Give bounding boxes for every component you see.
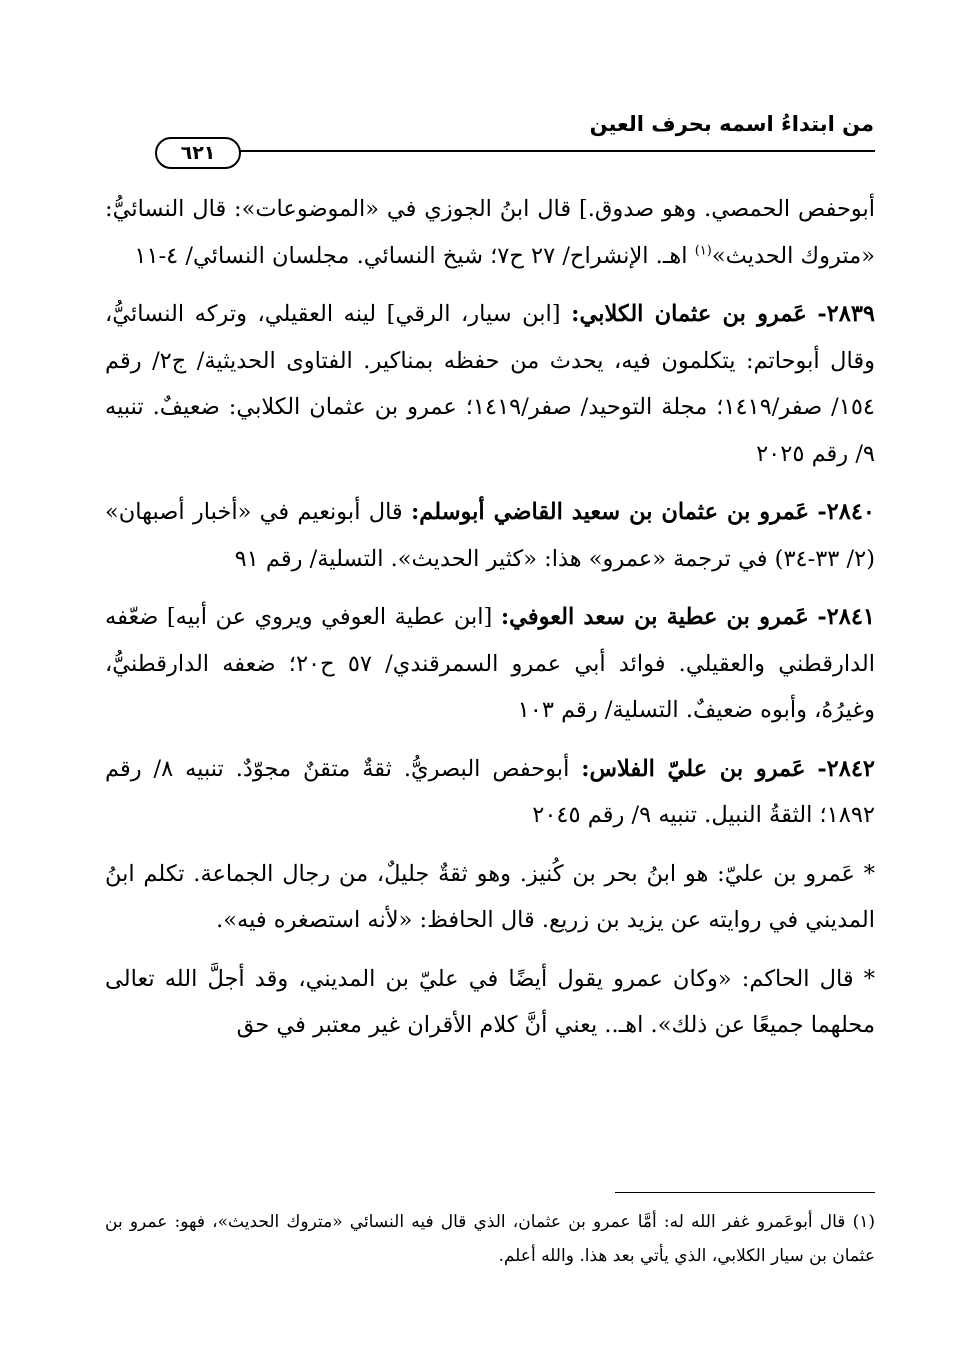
entry-number: ٢٨٤٢- bbox=[817, 755, 876, 782]
paragraph-text-tail: اهـ. الإنشراح/ ٢٧ ح٧؛ شيخ النسائي. مجلسان النسائي/ ٤-١١ bbox=[134, 242, 695, 269]
footnote-reference: (١) bbox=[694, 243, 712, 258]
footnote-text: قال أبوعَمرو غفر الله له: أمَّا عمرو بن عثمان، الذي قال فيه النسائي «متروك الحديث»، فهو: عمرو بن عثمان بن سيار الكلابي، الذي يأتي بعد هذا. والله أعلم. bbox=[105, 1212, 875, 1266]
note-paragraph: * قال الحاكم: «وكان عمرو يقول أيضًا في عليّ بن المديني، وقد أجلَّ الله تعالى محلهما جميعًا عن ذلك». اهـ.. يعني أنَّ كلام الأقران غير معتبر في حق bbox=[105, 965, 875, 1038]
page-number-badge: ٦٢١ bbox=[155, 137, 241, 169]
header-rule bbox=[235, 150, 875, 152]
footnote bbox=[105, 1205, 875, 1273]
entry-text: قال أبونعيم في «أخبار أصبهان» (٢/ ٣٣-٣٤) في ترجمة «عمرو» هذا: «كثير الحديث». التسلية/ رقم ٩١ bbox=[105, 499, 875, 572]
entry-text: [ابن عطية العوفي ويروي عن أبيه] ضعّفه الدارقطني والعقيلي. فوائد أبي عمرو السمرقندي/ ٥٧ ح٢٠؛ ضعفه الدارقطنيُّ، وغيرُهُ، وأبوه ضعيفٌ. التسلية/ رقم ١٠٣ bbox=[105, 604, 875, 723]
entry-2839 bbox=[105, 291, 875, 477]
footnote-divider bbox=[615, 1192, 875, 1193]
entry-2842 bbox=[105, 746, 875, 839]
entry-name: عَمرو بن عليّ الفلاس: bbox=[581, 755, 806, 782]
entry-name: عَمرو بن عطية بن سعد العوفي: bbox=[500, 604, 809, 630]
entry-number: ٢٨٤٠- bbox=[817, 499, 875, 525]
running-header-title: من ابتداءُ اسمه بحرف العين bbox=[589, 112, 874, 136]
entry-name: عَمرو بن عثمان بن سعيد القاضي أبوسلم: bbox=[410, 499, 810, 525]
footnotes bbox=[105, 1205, 875, 1273]
entry-number: ٢٨٤١- bbox=[817, 604, 876, 630]
paragraph-continuation bbox=[105, 186, 875, 279]
paragraph-text: أبوحفص الحمصي. وهو صدوق.] قال ابنُ الجوزي في «الموضوعات»: قال النسائيُّ: «متروك الحديث» bbox=[105, 196, 875, 269]
entry-name: عَمرو بن عثمان الكلابي: bbox=[571, 301, 807, 327]
entry-2841 bbox=[105, 594, 875, 734]
footnote-mark: (١) bbox=[852, 1212, 875, 1232]
main-text bbox=[105, 186, 875, 1049]
entry-2840 bbox=[105, 489, 875, 582]
entry-text: [ابن سيار، الرقي] لينه العقيلي، وتركه النسائيُّ، وقال أبوحاتم: يتكلمون فيه، يحدث من حفظه بمناكير. الفتاوى الحديثية/ ج٢/ رقم ١٥٤/ صفر/١٤١٩؛ مجلة التوحيد/ صفر/١٤١٩؛ عمرو بن عثمان الكلابي: ضعيفٌ. تنبيه ٩/ رقم ٢٠٢٥ bbox=[105, 301, 875, 467]
entry-number: ٢٨٣٩- bbox=[817, 301, 876, 327]
note-paragraph: * عَمرو بن عليّ: هو ابنُ بحر بن كُنيز. وهو ثقةٌ جليلٌ، من رجال الجماعة. تكلم ابنُ المديني في روايته عن يزيد بن زريع. قال الحافظ: «لأنه استصغره فيه». bbox=[105, 860, 875, 933]
entry-text: أبوحفص البصريُّ. ثقةٌ متقنٌ مجوّدٌ. تنبيه ٨/ رقم ١٨٩٢؛ الثقةُ النبيل. تنبيه ٩/ رقم ٢٠٤٥ bbox=[105, 755, 875, 828]
